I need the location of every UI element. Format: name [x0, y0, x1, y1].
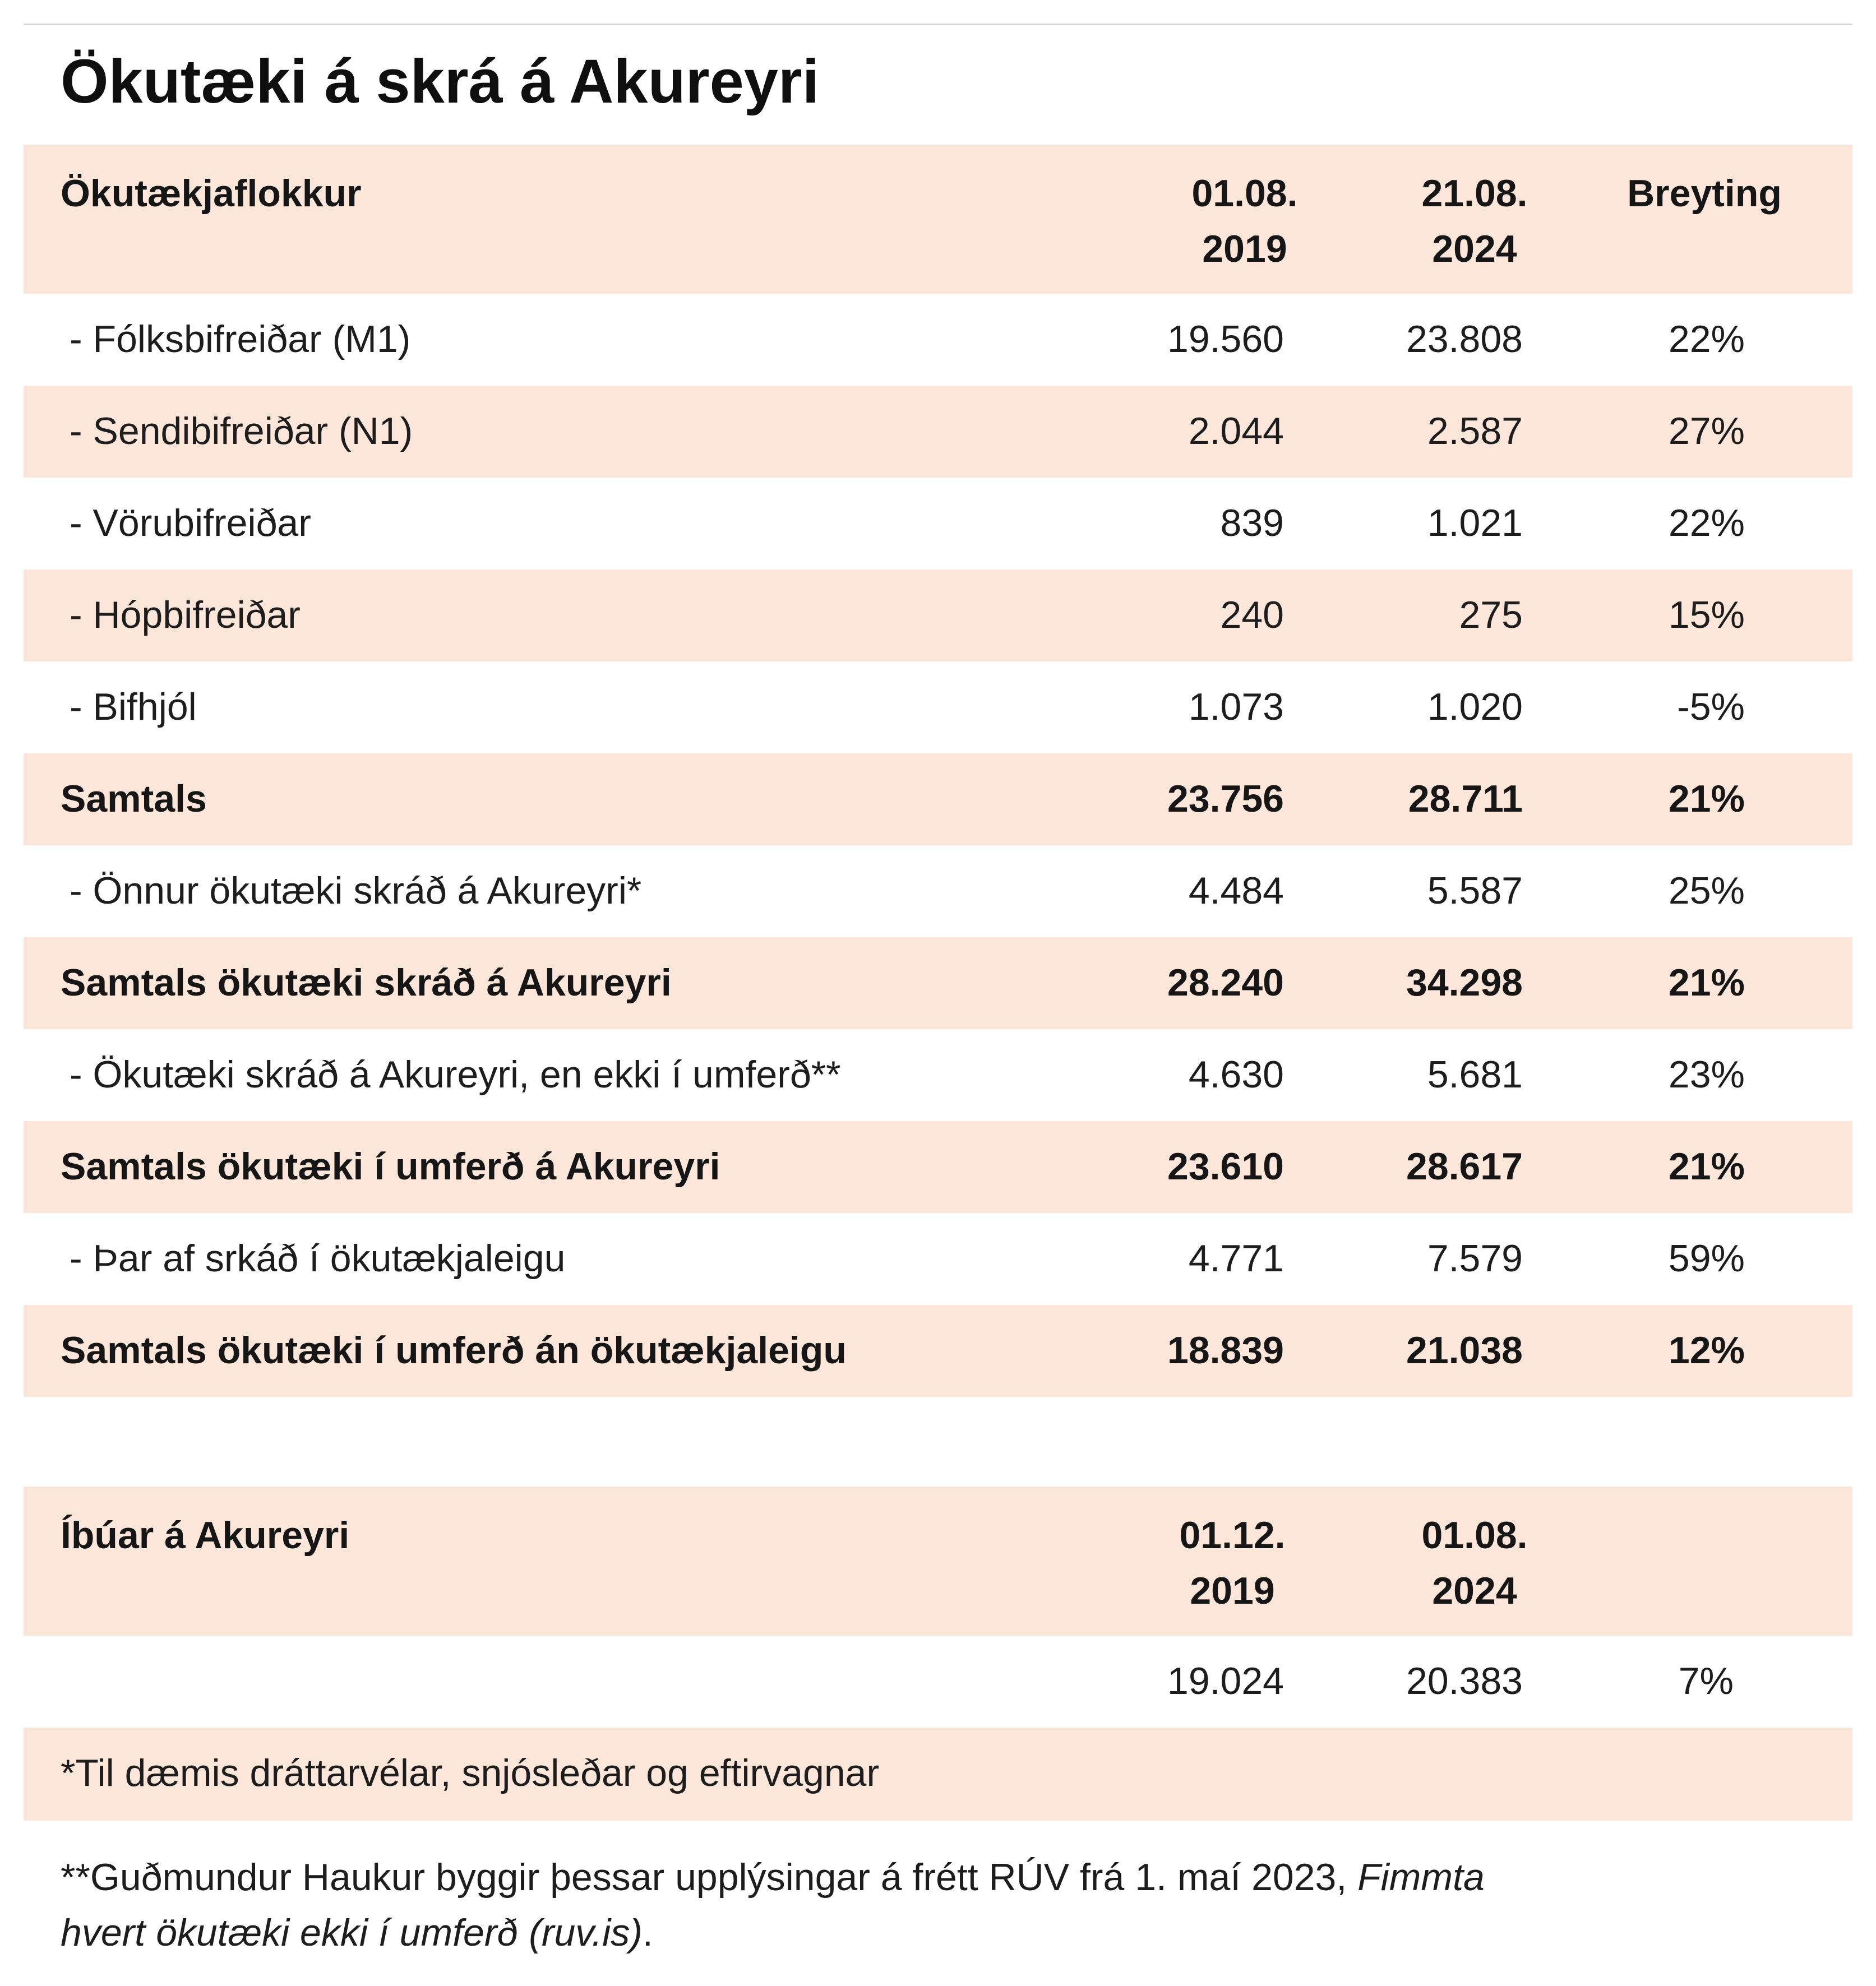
residents-date-2019 [1120, 1508, 1344, 1618]
row-label: Samtals ökutæki í umferð á Akureyri [61, 1145, 720, 1188]
table-total-row [24, 937, 1852, 1029]
row-value-2024: 34.298 [1406, 961, 1523, 1004]
header-date-2024-day: 21.08. [1421, 172, 1528, 215]
table-row [24, 845, 1852, 937]
row-change: 22% [1668, 502, 1745, 544]
row-value-2024: 5.587 [1427, 869, 1523, 912]
row-value-2019: 4.484 [1188, 869, 1284, 912]
row-value-2024: 275 [1459, 594, 1523, 636]
residents-change: 7% [1678, 1660, 1734, 1702]
residents-value-row [24, 1636, 1852, 1728]
residents-date-2024-day: 01.08. [1421, 1514, 1528, 1557]
row-label: - Sendibifreiðar (N1) [70, 410, 413, 452]
table-total-row [24, 753, 1852, 845]
row-change: 15% [1668, 594, 1745, 636]
row-label: - Hópbifreiðar [70, 594, 301, 636]
table-row [24, 661, 1852, 753]
row-change: 22% [1668, 318, 1745, 360]
row-value-2019: 19.560 [1167, 318, 1284, 360]
header-date-2019-year: 2019 [1202, 227, 1287, 270]
table-row [24, 294, 1852, 386]
residents-table [24, 1487, 1852, 1821]
row-value-2019: 240 [1220, 594, 1284, 636]
row-value-2024: 21.038 [1406, 1329, 1523, 1372]
footnote-2 [61, 1850, 1485, 1960]
row-label: Samtals ökutæki skráð á Akureyri [61, 961, 672, 1004]
row-value-2024: 28.617 [1406, 1145, 1523, 1188]
row-value-2024: 2.587 [1427, 410, 1523, 452]
row-change: 21% [1668, 961, 1745, 1004]
row-label: - Ökutæki skráð á Akureyri, en ekki í umferð** [70, 1053, 841, 1096]
row-value-2019: 839 [1220, 502, 1284, 544]
top-divider [24, 24, 1852, 25]
row-change: 25% [1668, 869, 1745, 912]
row-label: - Bifhjól [70, 686, 197, 728]
table-total-row [24, 1305, 1852, 1397]
row-value-2019: 28.240 [1167, 961, 1284, 1004]
header-date-2024-year: 2024 [1432, 227, 1517, 270]
residents-date-2024-year: 2024 [1432, 1569, 1517, 1612]
row-change: 21% [1668, 777, 1745, 820]
table-row [24, 1213, 1852, 1305]
row-change: 12% [1668, 1329, 1745, 1372]
row-change: 27% [1668, 410, 1745, 452]
footnote-row [24, 1728, 1852, 1821]
header-date-2019 [1133, 166, 1357, 276]
row-change: 21% [1668, 1145, 1745, 1188]
header-category: Ökutækjaflokkur [61, 172, 362, 215]
residents-date-2019-day: 01.12. [1179, 1514, 1286, 1557]
footnote-2-line1 [61, 1850, 1485, 1905]
footnote-2-text: **Guðmundur Haukur byggir þessar upplýsingar á frétt RÚV frá 1. maí 2023, [61, 1856, 1358, 1899]
row-change: 59% [1668, 1237, 1745, 1280]
row-value-2019: 18.839 [1167, 1329, 1284, 1372]
row-label: - Önnur ökutæki skráð á Akureyri* [70, 869, 642, 912]
row-value-2024: 1.020 [1427, 686, 1523, 728]
row-value-2024: 5.681 [1427, 1053, 1523, 1096]
row-label: - Fólksbifreiðar (M1) [70, 318, 411, 360]
row-label: - Þar af srkáð í ökutækjaleigu [70, 1237, 566, 1280]
row-label: Samtals [61, 777, 207, 820]
header-date-2024 [1362, 166, 1587, 276]
row-value-2019: 4.630 [1188, 1053, 1284, 1096]
row-label: Samtals ökutæki í umferð án ökutækjaleigu [61, 1329, 847, 1372]
row-change: 23% [1668, 1053, 1745, 1096]
residents-date-2019-year: 2019 [1190, 1569, 1275, 1612]
footnote-2-line2 [61, 1905, 1485, 1961]
header-change: Breyting [1627, 172, 1782, 215]
row-change: -5% [1677, 686, 1745, 728]
table-row [24, 478, 1852, 570]
header-date-2019-day: 01.08. [1191, 172, 1298, 215]
table-row [24, 1029, 1852, 1121]
row-value-2024: 1.021 [1427, 502, 1523, 544]
row-value-2024: 28.711 [1408, 777, 1523, 820]
row-value-2019: 1.073 [1188, 686, 1284, 728]
row-value-2024: 23.808 [1406, 318, 1523, 360]
row-value-2019: 23.756 [1167, 777, 1284, 820]
residents-value-2024: 20.383 [1406, 1660, 1523, 1702]
table-header-row [24, 145, 1852, 294]
row-value-2019: 2.044 [1188, 410, 1284, 452]
vehicle-table [24, 145, 1852, 1397]
page-title: Ökutæki á skrá á Akureyri [61, 47, 820, 116]
residents-header-row [24, 1487, 1852, 1636]
table-row [24, 570, 1852, 661]
row-label: - Vörubifreiðar [70, 502, 311, 544]
row-value-2024: 7.579 [1427, 1237, 1523, 1280]
row-value-2019: 4.771 [1188, 1237, 1284, 1280]
table-row [24, 386, 1852, 478]
footnote-2-link-part2: hvert ökutæki ekki í umferð (ruv.is) [61, 1911, 643, 1954]
residents-label: Íbúar á Akureyri [61, 1514, 350, 1557]
footnote-2-link-part1: Fimmta [1357, 1856, 1485, 1899]
footnote-1: *Til dæmis dráttarvélar, snjósleðar og eftirvagnar [61, 1752, 880, 1794]
table-total-row [24, 1121, 1852, 1213]
row-value-2019: 23.610 [1167, 1145, 1284, 1188]
residents-date-2024 [1362, 1508, 1587, 1618]
residents-value-2019: 19.024 [1167, 1660, 1284, 1702]
footnote-2-period: . [642, 1911, 653, 1954]
